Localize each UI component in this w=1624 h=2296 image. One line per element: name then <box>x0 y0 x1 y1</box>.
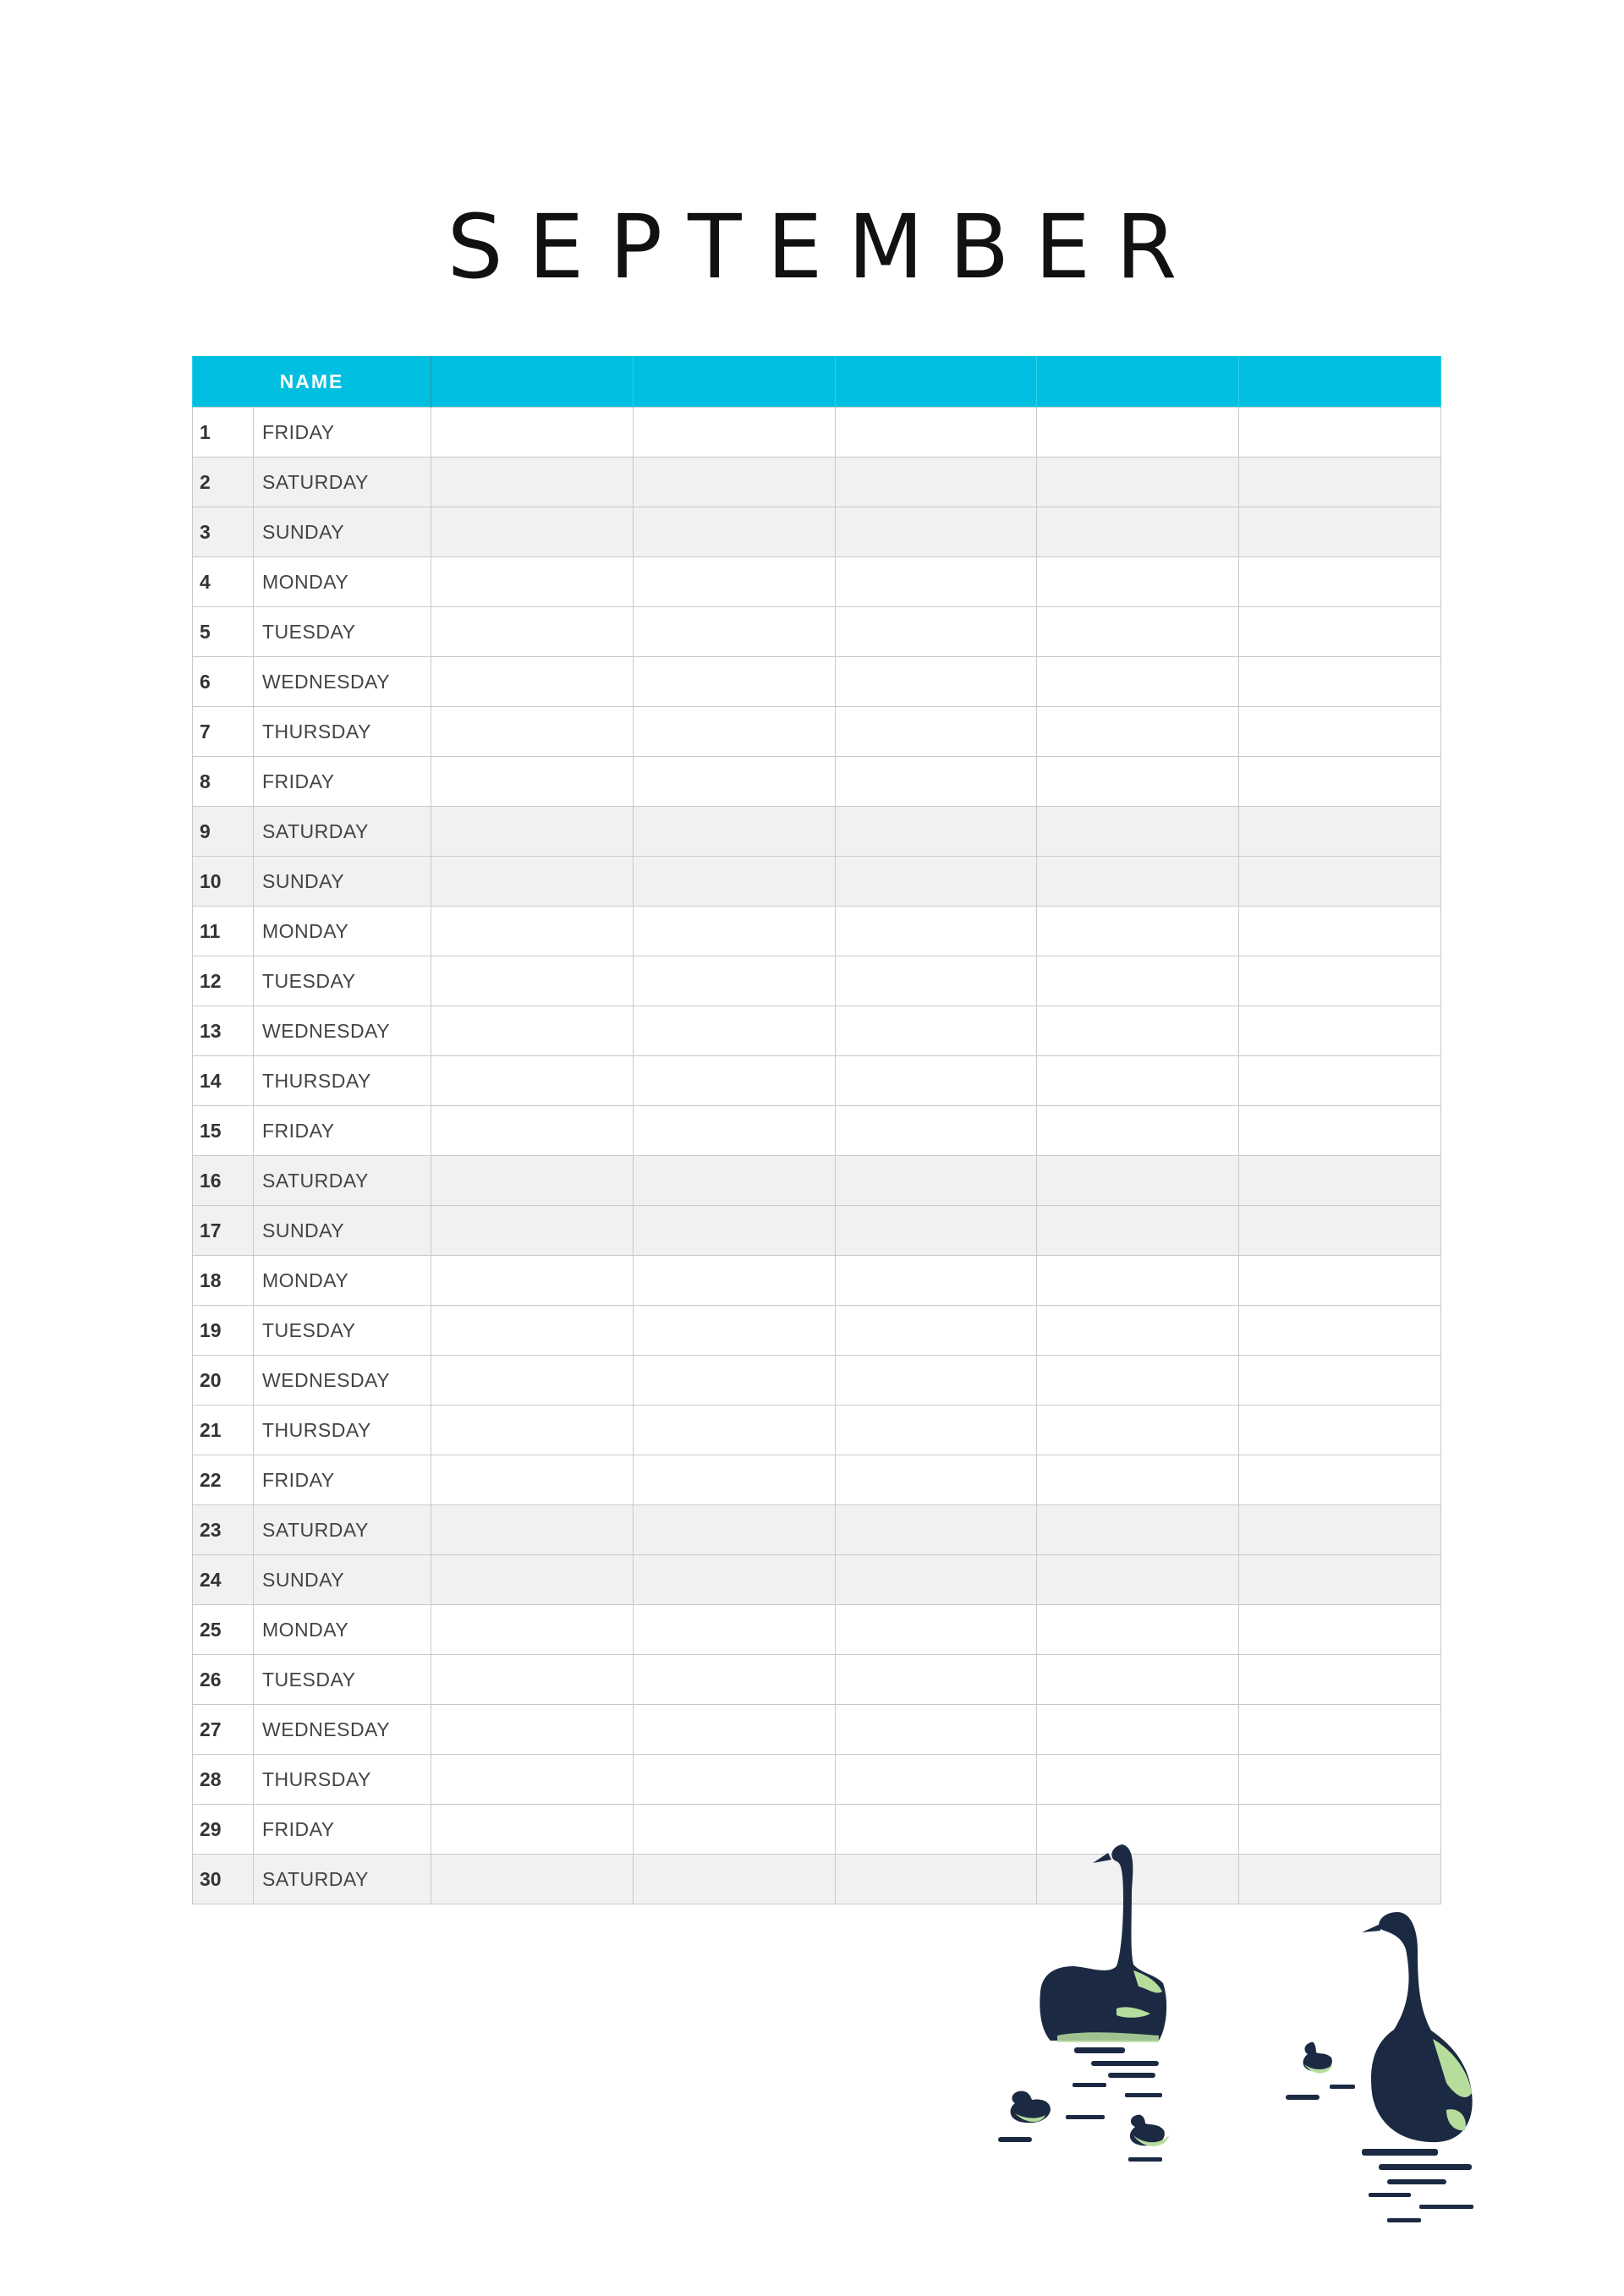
table-row <box>193 408 1441 458</box>
day-number: 18 <box>193 1256 254 1306</box>
planner-entry-cell[interactable] <box>431 857 634 907</box>
weekday-label: THURSDAY <box>254 707 431 757</box>
planner-entry-cell[interactable] <box>431 507 634 557</box>
table-row <box>193 1106 1441 1156</box>
weekday-label: FRIDAY <box>254 1455 431 1505</box>
planner-entry-cell[interactable] <box>633 1056 835 1106</box>
planner-entry-cell[interactable] <box>431 657 634 707</box>
table-row <box>193 1505 1441 1555</box>
planner-entry-cell[interactable] <box>1037 807 1239 857</box>
planner-entry-cell[interactable] <box>1037 1056 1239 1106</box>
table-row <box>193 1356 1441 1406</box>
weekday-label: TUESDAY <box>254 1306 431 1356</box>
weekday-label: FRIDAY <box>254 1805 431 1855</box>
planner-entry-cell[interactable] <box>1239 757 1441 807</box>
planner-entry-cell[interactable] <box>835 1605 1037 1655</box>
day-number: 12 <box>193 956 254 1006</box>
planner-entry-cell[interactable] <box>1239 1555 1441 1605</box>
weekday-label: WEDNESDAY <box>254 1356 431 1406</box>
planner-entry-cell[interactable] <box>431 557 634 607</box>
weekday-label: MONDAY <box>254 1256 431 1306</box>
swan-large-left <box>1040 1844 1166 2097</box>
planner-entry-cell[interactable] <box>1037 1455 1239 1505</box>
planner-entry-cell[interactable] <box>1037 1206 1239 1256</box>
table-row <box>193 1306 1441 1356</box>
planner-entry-cell[interactable] <box>633 607 835 657</box>
planner-entry-cell[interactable] <box>633 1805 835 1855</box>
day-number: 25 <box>193 1605 254 1655</box>
planner-entry-cell[interactable] <box>633 956 835 1006</box>
day-number: 23 <box>193 1505 254 1555</box>
planner-entry-cell[interactable] <box>431 707 634 757</box>
day-number: 7 <box>193 707 254 757</box>
planner-entry-cell[interactable] <box>633 1156 835 1206</box>
weekday-label: SATURDAY <box>254 1855 431 1904</box>
weekday-label: THURSDAY <box>254 1406 431 1455</box>
planner-entry-cell[interactable] <box>431 1356 634 1406</box>
planner-entry-cell[interactable] <box>1037 458 1239 507</box>
day-number: 24 <box>193 1555 254 1605</box>
weekday-label: FRIDAY <box>254 408 431 458</box>
planner-entry-cell[interactable] <box>1037 956 1239 1006</box>
weekday-label: MONDAY <box>254 1605 431 1655</box>
planner-entry-cell[interactable] <box>1037 857 1239 907</box>
planner-entry-cell[interactable] <box>1239 1605 1441 1655</box>
planner-entry-cell[interactable] <box>1239 1655 1441 1705</box>
planner-entry-cell[interactable] <box>835 757 1037 807</box>
table-row <box>193 807 1441 857</box>
planner-entry-cell[interactable] <box>835 607 1037 657</box>
planner-entry-cell[interactable] <box>1239 1206 1441 1256</box>
member-column-header[interactable] <box>1037 356 1239 408</box>
planner-entry-cell[interactable] <box>1239 1505 1441 1555</box>
planner-entry-cell[interactable] <box>633 1306 835 1356</box>
weekday-label: MONDAY <box>254 557 431 607</box>
planner-entry-cell[interactable] <box>431 757 634 807</box>
table-row <box>193 1006 1441 1056</box>
planner-entry-cell[interactable] <box>1239 1006 1441 1056</box>
planner-entry-cell[interactable] <box>431 458 634 507</box>
planner-entry-cell[interactable] <box>431 1406 634 1455</box>
planner-entry-cell[interactable] <box>633 707 835 757</box>
planner-entry-cell[interactable] <box>835 1106 1037 1156</box>
table-row <box>193 1605 1441 1655</box>
cygnet-middle <box>1128 2115 1169 2162</box>
weekday-label: SUNDAY <box>254 1555 431 1605</box>
day-number: 15 <box>193 1106 254 1156</box>
weekday-label: THURSDAY <box>254 1755 431 1805</box>
planner-entry-cell[interactable] <box>431 1805 634 1855</box>
planner-entry-cell[interactable] <box>633 657 835 707</box>
planner-entry-cell[interactable] <box>633 1505 835 1555</box>
planner-entry-cell[interactable] <box>835 1655 1037 1705</box>
planner-entry-cell[interactable] <box>1037 657 1239 707</box>
day-number: 27 <box>193 1705 254 1755</box>
planner-entry-cell[interactable] <box>835 1006 1037 1056</box>
day-number: 6 <box>193 657 254 707</box>
table-row <box>193 1755 1441 1805</box>
planner-entry-cell[interactable] <box>835 1206 1037 1256</box>
planner-entry-cell[interactable] <box>1037 907 1239 956</box>
planner-entry-cell[interactable] <box>431 1256 634 1306</box>
day-number: 2 <box>193 458 254 507</box>
table-row <box>193 1256 1441 1306</box>
weekday-label: SATURDAY <box>254 458 431 507</box>
day-number: 29 <box>193 1805 254 1855</box>
table-row <box>193 557 1441 607</box>
planner-entry-cell[interactable] <box>1037 1406 1239 1455</box>
day-number: 10 <box>193 857 254 907</box>
planner-entry-cell[interactable] <box>835 807 1037 857</box>
day-number: 1 <box>193 408 254 458</box>
table-row <box>193 1555 1441 1605</box>
planner-entry-cell[interactable] <box>1037 408 1239 458</box>
planner-entry-cell[interactable] <box>1037 1505 1239 1555</box>
table-row <box>193 1206 1441 1256</box>
planner-entry-cell[interactable] <box>1037 557 1239 607</box>
table-row <box>193 857 1441 907</box>
table-row <box>193 1455 1441 1505</box>
planner-entry-cell[interactable] <box>1239 1705 1441 1755</box>
table-row <box>193 1406 1441 1455</box>
planner-entry-cell[interactable] <box>633 1356 835 1406</box>
day-number: 21 <box>193 1406 254 1455</box>
name-column-header: NAME <box>193 356 431 408</box>
weekday-label: SATURDAY <box>254 807 431 857</box>
planner-entry-cell[interactable] <box>1239 408 1441 458</box>
planner-entry-cell[interactable] <box>431 956 634 1006</box>
planner-entry-cell[interactable] <box>633 408 835 458</box>
planner-entry-cell[interactable] <box>633 1256 835 1306</box>
planner-entry-cell[interactable] <box>1037 1256 1239 1306</box>
member-column-header[interactable] <box>835 356 1037 408</box>
planner-entry-cell[interactable] <box>431 1056 634 1106</box>
planner-entry-cell[interactable] <box>431 1505 634 1555</box>
member-column-header[interactable] <box>431 356 634 408</box>
black-swans-illustration <box>990 1839 1548 2279</box>
planner-entry-cell[interactable] <box>431 408 634 458</box>
planner-entry-cell[interactable] <box>633 1106 835 1156</box>
day-number: 26 <box>193 1655 254 1705</box>
planner-entry-cell[interactable] <box>1037 1605 1239 1655</box>
weekday-label: TUESDAY <box>254 1655 431 1705</box>
planner-entry-cell[interactable] <box>835 1555 1037 1605</box>
planner-entry-cell[interactable] <box>835 1056 1037 1106</box>
planner-entry-cell[interactable] <box>1037 1755 1239 1805</box>
planner-entry-cell[interactable] <box>633 1006 835 1056</box>
planner-entry-cell[interactable] <box>1239 507 1441 557</box>
table-row <box>193 956 1441 1006</box>
weekday-label: SUNDAY <box>254 507 431 557</box>
planner-entry-cell[interactable] <box>1037 1356 1239 1406</box>
planner-entry-cell[interactable] <box>431 1855 634 1904</box>
planner-entry-cell[interactable] <box>835 657 1037 707</box>
planner-entry-cell[interactable] <box>431 1306 634 1356</box>
planner-entry-cell[interactable] <box>835 857 1037 907</box>
planner-entry-cell[interactable] <box>1037 757 1239 807</box>
day-number: 11 <box>193 907 254 956</box>
page-title: SEPTEMBER <box>447 195 1203 299</box>
day-number: 22 <box>193 1455 254 1505</box>
table-row <box>193 757 1441 807</box>
planner-entry-cell[interactable] <box>1037 707 1239 757</box>
planner-entry-cell[interactable] <box>431 1555 634 1605</box>
day-number: 4 <box>193 557 254 607</box>
planner-entry-cell[interactable] <box>633 1705 835 1755</box>
table-row <box>193 1156 1441 1206</box>
planner-entry-cell[interactable] <box>835 1356 1037 1406</box>
weekday-label: SATURDAY <box>254 1156 431 1206</box>
planner-entry-cell[interactable] <box>633 557 835 607</box>
planner-entry-cell[interactable] <box>1037 1655 1239 1705</box>
day-number: 13 <box>193 1006 254 1056</box>
planner-entry-cell[interactable] <box>1239 907 1441 956</box>
planner-entry-cell[interactable] <box>1239 1455 1441 1505</box>
planner-entry-cell[interactable] <box>431 1755 634 1805</box>
planner-entry-cell[interactable] <box>431 1605 634 1655</box>
planner-entry-cell[interactable] <box>1239 857 1441 907</box>
member-column-header[interactable] <box>633 356 835 408</box>
day-number: 19 <box>193 1306 254 1356</box>
planner-entry-cell[interactable] <box>1037 507 1239 557</box>
planner-entry-cell[interactable] <box>633 1206 835 1256</box>
planner-entry-cell[interactable] <box>835 1505 1037 1555</box>
planner-entry-cell[interactable] <box>633 1455 835 1505</box>
planner-entry-cell[interactable] <box>633 1855 835 1904</box>
weekday-label: SUNDAY <box>254 1206 431 1256</box>
planner-entry-cell[interactable] <box>835 458 1037 507</box>
planner-entry-cell[interactable] <box>431 1106 634 1156</box>
table-row <box>193 1056 1441 1106</box>
planner-entry-cell[interactable] <box>835 408 1037 458</box>
planner-entry-cell[interactable] <box>1037 1555 1239 1605</box>
table-row <box>193 1655 1441 1705</box>
planner-entry-cell[interactable] <box>1239 1356 1441 1406</box>
planner-entry-cell[interactable] <box>431 1655 634 1705</box>
table-row <box>193 707 1441 757</box>
planner-entry-cell[interactable] <box>431 1156 634 1206</box>
weekday-label: TUESDAY <box>254 956 431 1006</box>
planner-entry-cell[interactable] <box>835 1755 1037 1805</box>
planner-entry-cell[interactable] <box>431 1206 634 1256</box>
cygnet-left <box>998 2091 1105 2142</box>
day-number: 8 <box>193 757 254 807</box>
planner-entry-cell[interactable] <box>431 607 634 657</box>
planner-entry-cell[interactable] <box>633 757 835 807</box>
planner-entry-cell[interactable] <box>1239 1106 1441 1156</box>
cygnet-right <box>1286 2042 1355 2100</box>
planner-entry-cell[interactable] <box>633 907 835 956</box>
table-row <box>193 907 1441 956</box>
monthly-planner-table <box>192 356 1441 1904</box>
weekday-label: THURSDAY <box>254 1056 431 1106</box>
planner-entry-cell[interactable] <box>1037 1705 1239 1755</box>
planner-entry-cell[interactable] <box>633 1655 835 1705</box>
day-number: 5 <box>193 607 254 657</box>
planner-entry-cell[interactable] <box>835 1705 1037 1755</box>
planner-entry-cell[interactable] <box>1239 458 1441 507</box>
planner-entry-cell[interactable] <box>1037 1306 1239 1356</box>
day-number: 30 <box>193 1855 254 1904</box>
planner-entry-cell[interactable] <box>633 507 835 557</box>
table-row <box>193 507 1441 557</box>
planner-body <box>193 408 1441 1904</box>
day-number: 28 <box>193 1755 254 1805</box>
planner-entry-cell[interactable] <box>1037 1106 1239 1156</box>
planner-entry-cell[interactable] <box>1037 1006 1239 1056</box>
planner-entry-cell[interactable] <box>835 557 1037 607</box>
swan-large-right <box>1362 1912 1473 2222</box>
day-number: 14 <box>193 1056 254 1106</box>
planner-entry-cell[interactable] <box>1239 956 1441 1006</box>
table-row <box>193 657 1441 707</box>
planner-entry-cell[interactable] <box>1239 1406 1441 1455</box>
planner-entry-cell[interactable] <box>1037 607 1239 657</box>
planner-entry-cell[interactable] <box>1239 1156 1441 1206</box>
planner-entry-cell[interactable] <box>1239 607 1441 657</box>
planner-entry-cell[interactable] <box>633 1555 835 1605</box>
planner-entry-cell[interactable] <box>835 907 1037 956</box>
table-row <box>193 458 1441 507</box>
weekday-label: SATURDAY <box>254 1505 431 1555</box>
planner-entry-cell[interactable] <box>633 1755 835 1805</box>
weekday-label: FRIDAY <box>254 757 431 807</box>
planner-entry-cell[interactable] <box>1239 1056 1441 1106</box>
planner-entry-cell[interactable] <box>1239 1306 1441 1356</box>
planner-entry-cell[interactable] <box>633 1406 835 1455</box>
weekday-label: WEDNESDAY <box>254 1705 431 1755</box>
planner-entry-cell[interactable] <box>431 1006 634 1056</box>
weekday-label: FRIDAY <box>254 1106 431 1156</box>
planner-entry-cell[interactable] <box>835 507 1037 557</box>
weekday-label: TUESDAY <box>254 607 431 657</box>
weekday-label: WEDNESDAY <box>254 657 431 707</box>
planner-entry-cell[interactable] <box>633 1605 835 1655</box>
planner-entry-cell[interactable] <box>1239 707 1441 757</box>
weekday-label: SUNDAY <box>254 857 431 907</box>
day-number: 16 <box>193 1156 254 1206</box>
planner-entry-cell[interactable] <box>835 1156 1037 1206</box>
planner-entry-cell[interactable] <box>835 956 1037 1006</box>
planner-entry-cell[interactable] <box>835 1406 1037 1455</box>
planner-entry-cell[interactable] <box>835 707 1037 757</box>
planner-entry-cell[interactable] <box>633 807 835 857</box>
planner-entry-cell[interactable] <box>633 458 835 507</box>
day-number: 20 <box>193 1356 254 1406</box>
planner-entry-cell[interactable] <box>1239 557 1441 607</box>
day-number: 9 <box>193 807 254 857</box>
planner-entry-cell[interactable] <box>835 1455 1037 1505</box>
planner-entry-cell[interactable] <box>431 1455 634 1505</box>
day-number: 3 <box>193 507 254 557</box>
planner-entry-cell[interactable] <box>431 807 634 857</box>
planner-entry-cell[interactable] <box>835 1306 1037 1356</box>
planner-entry-cell[interactable] <box>1037 1156 1239 1206</box>
planner-entry-cell[interactable] <box>633 857 835 907</box>
planner-entry-cell[interactable] <box>1239 657 1441 707</box>
planner-entry-cell[interactable] <box>1239 1256 1441 1306</box>
weekday-label: WEDNESDAY <box>254 1006 431 1056</box>
member-column-header[interactable] <box>1239 356 1441 408</box>
planner-entry-cell[interactable] <box>1239 1755 1441 1805</box>
table-row <box>193 1705 1441 1755</box>
planner-entry-cell[interactable] <box>431 1705 634 1755</box>
planner-entry-cell[interactable] <box>1239 807 1441 857</box>
planner-entry-cell[interactable] <box>835 1256 1037 1306</box>
day-number: 17 <box>193 1206 254 1256</box>
table-header-row <box>193 356 1441 408</box>
weekday-label: MONDAY <box>254 907 431 956</box>
table-row <box>193 607 1441 657</box>
planner-entry-cell[interactable] <box>431 907 634 956</box>
